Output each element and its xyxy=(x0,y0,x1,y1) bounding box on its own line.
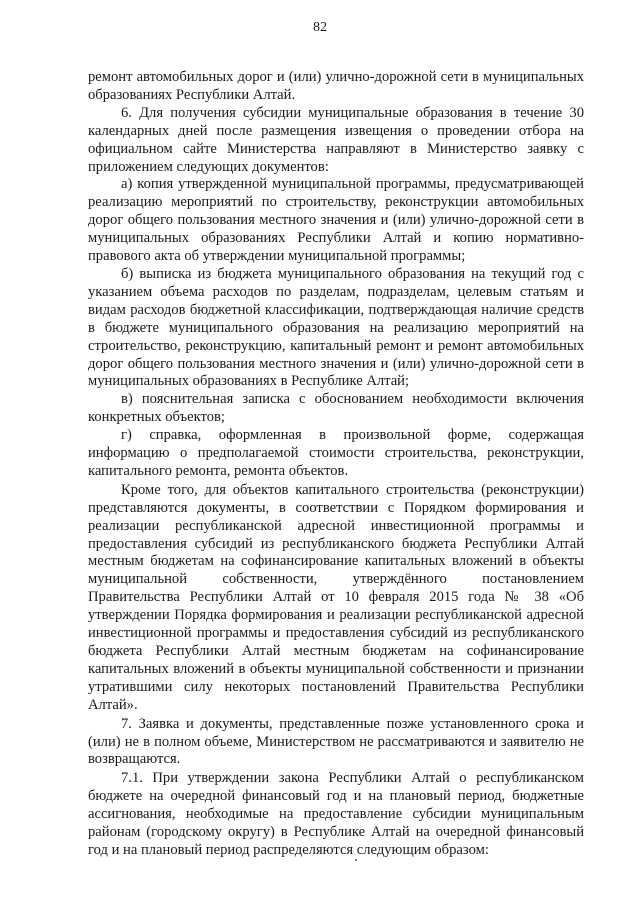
paragraph-6g-cost-certificate: г) справка, оформленная в произвольной форме, содержащая информацию о предполагаемой стоимости строительства, реконструкции, капитального ремонта, ремонта объектов. xyxy=(88,427,584,479)
paragraph-6a-program-copy: а) копия утвержденной муниципальной программы, предусматривающей реализацию мероприятий по строительству, реконструкции автомобильных дорог общего пользования местного значения и (или) улично-дорожной сети в муниципальных образованиях Республики Алтай и копию нормативно-правового акта об утверждении муниципальной программы; xyxy=(88,176,584,265)
document-body xyxy=(88,69,584,860)
paragraph-capital-construction: Кроме того, для объектов капитального строительства (реконструкции) представляются документы, в соответствии с Порядком формирования и реализации республиканской адресной инвестиционной программы и предоставления субсидий из республиканского бюджета Республики Алтай местным бюджетам на софинансирование капитальных вложений в объекты муниципальной собственности, утверждённого постановлением Правительства Республики Алтай от 10 февраля 2015 года № 38 «Об утверждении Порядка формирования и реализации республиканской адресной инвестиционной программы и предоставления субсидий из республиканского бюджета Республики Алтай местным бюджетам на софинансирование капитальных вложений в объекты муниципальной собственности и признании утратившими силу некоторых постановлений Правительства Республики Алтай». xyxy=(88,481,584,713)
paragraph-6v-explanatory-note: в) пояснительная записка с обоснованием необходимости включения конкретных объектов; xyxy=(88,391,584,426)
paragraph-road-repair: ремонт автомобильных дорог и (или) улично-дорожной сети в муниципальных образованиях Республики Алтай. xyxy=(88,69,584,103)
page-number: 82 xyxy=(313,20,327,35)
paragraph-7-late-documents: 7. Заявка и документы, представленные позже установленного срока и (или) не в полном объеме, Министерством не рассматриваются и заявителю не возвращаются. xyxy=(88,715,584,768)
paragraph-6b-budget-extract: б) выписка из бюджета муниципального образования на текущий год с указанием объема расходов по разделам, подразделам, целевым статьям и видам расходов бюджетной классификации, подтверждающая наличие средств в бюджете муниципального образования на реализацию мероприятий на строительство, реконструкцию, капитальный ремонт и ремонт автомобильных дорог общего пользования местного значения и (или) улично-дорожной сети в муниципальных образованиях в Республике Алтай; xyxy=(88,265,584,390)
paragraph-7-1-budget-allocation: 7.1. При утверждении закона Республики Алтай о республиканском бюджете на очередной финансовый год и на плановый период, бюджетные ассигнования, необходимые на предоставление субсидии муниципальным районам (городскому округу) в Республике Алтай на очередной финансовый год и на плановый период распределяются следующим образом: xyxy=(88,770,584,858)
scan-speck xyxy=(355,859,357,861)
paragraph-6-application: 6. Для получения субсидии муниципальные образования в течение 30 календарных дней после размещения извещения о проведении отбора на официальном сайте Министерства направляют в Министерство заявку с приложением следующих документов: xyxy=(88,104,584,175)
